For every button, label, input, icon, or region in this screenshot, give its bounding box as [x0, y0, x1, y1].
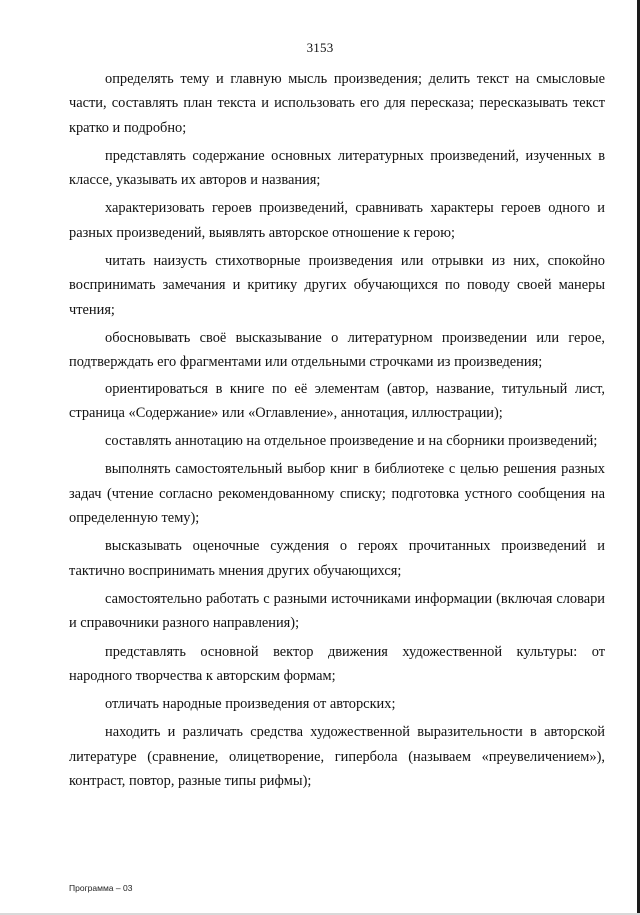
paragraph: представлять содержание основных литературных произведений, изученных в классе, указывать их авторов и названия;: [69, 147, 605, 189]
paragraph: характеризовать героев произведений, сравнивать характеры героев одного и разных произведений, выявлять авторское отношение к герою;: [69, 200, 605, 241]
document-body: [69, 67, 605, 797]
page-number: 3153: [306, 40, 334, 55]
paragraph: находить и различать средства художественной выразительности в авторской литературе (сравнение, олицетворение, гипербола (называем «преувеличением»), контраст, повтор, разные типы рифмы);: [69, 724, 605, 790]
footer-label: Программа – 03: [69, 883, 133, 893]
paragraph: выполнять самостоятельный выбор книг в библиотеке с целью решения разных задач (чтение согласно рекомендованному списку; подготовка устного сообщения на определенную тему);: [69, 461, 605, 527]
paragraph: представлять основной вектор движения художественной культуры: от народного творчества к авторским формам;: [69, 643, 605, 684]
paragraph: отличать народные произведения от авторских;: [105, 696, 396, 713]
paragraph: читать наизусть стихотворные произведения или отрывки из них, спокойно воспринимать замечания и критику других обучающихся по поводу своей манеры чтения;: [69, 253, 605, 318]
paragraph: ориентироваться в книге по её элементам (автор, название, титульный лист, страница «Содержание» или «Оглавление», аннотация, иллюстрации);: [69, 380, 605, 421]
paragraph: составлять аннотацию на отдельное произведение и на сборники произведений;: [105, 433, 598, 450]
paragraph: обосновывать своё высказывание о литературном произведении или герое, подтверждать его фрагментами или отдельными строчками из произведения;: [69, 329, 605, 371]
paragraph: самостоятельно работать с разными источниками информации (включая словари и справочники разного направления);: [69, 590, 605, 632]
paragraph: определять тему и главную мысль произведения; делить текст на смысловые части, составлять план текста и использовать его для пересказа; пересказывать текст кратко и подробно;: [69, 71, 605, 136]
paragraph: высказывать оценочные суждения о героях прочитанных произведений и тактично воспринимать мнения других обучающихся;: [69, 538, 605, 579]
